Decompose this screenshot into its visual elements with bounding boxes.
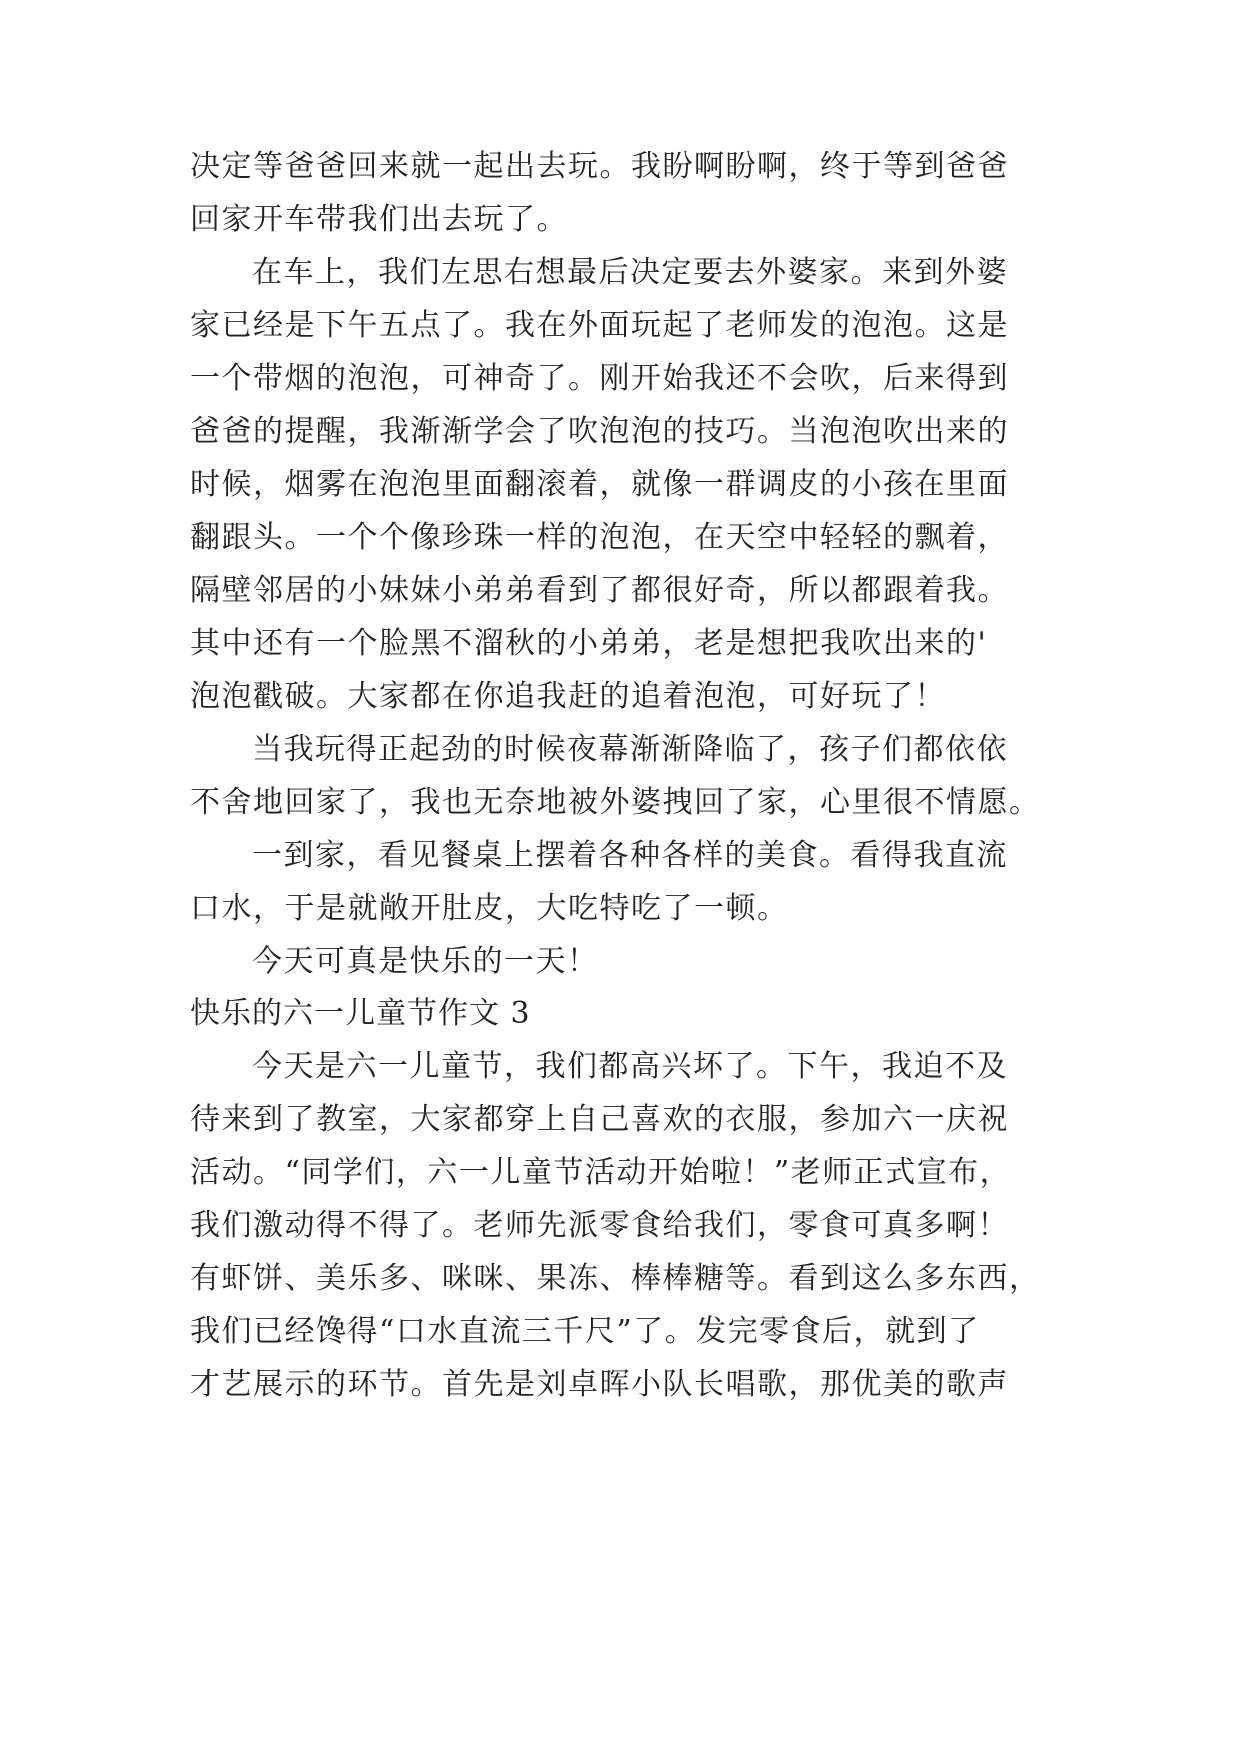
paragraph-5-line-1: 今天可真是快乐的一天！ bbox=[252, 944, 599, 979]
paragraph-2-line-4: 爸爸的提醒，我渐渐学会了吹泡泡的技巧。当泡泡吹出来的 bbox=[190, 414, 1009, 449]
paragraph-3-line-2: 不舍地回家了，我也无奈地被外婆拽回了家，心里很不情愿。 bbox=[190, 785, 1041, 820]
paragraph-1-line-1: 决定等爸爸回来就一起出去玩。我盼啊盼啊，终于等到爸爸 bbox=[190, 149, 1009, 184]
paragraph-2-line-6: 翻跟头。一个个像珍珠一样的泡泡，在天空中轻轻的飘着， bbox=[190, 520, 1009, 555]
paragraph-6-line-5: 有虾饼、美乐多、咪咪、果冻、棒棒糖等。看到这么多东西， bbox=[190, 1261, 1041, 1296]
paragraph-6-line-2: 待来到了教室，大家都穿上自己喜欢的衣服，参加六一庆祝 bbox=[190, 1102, 1009, 1137]
paragraph-2-line-2: 家已经是下午五点了。我在外面玩起了老师发的泡泡。这是 bbox=[190, 308, 1009, 343]
paragraph-2-line-5: 时候，烟雾在泡泡里面翻滚着，就像一群调皮的小孩在里面 bbox=[190, 467, 1009, 502]
paragraph-2-line-3: 一个带烟的泡泡，可神奇了。刚开始我还不会吹，后来得到 bbox=[190, 361, 1009, 396]
paragraph-6-line-4: 我们激动得不得了。老师先派零食给我们，零食可真多啊！ bbox=[190, 1208, 1009, 1243]
paragraph-2-line-1: 在车上，我们左思右想最后决定要去外婆家。来到外婆 bbox=[252, 255, 1008, 290]
paragraph-6-line-7: 才艺展示的环节。首先是刘卓晖小队长唱歌，那优美的歌声 bbox=[190, 1367, 1009, 1402]
paragraph-6-line-6: 我们已经馋得“口水直流三千尺”了。发完零食后，就到了 bbox=[190, 1314, 980, 1349]
paragraph-4-line-2: 口水，于是就敞开肚皮，大吃特吃了一顿。 bbox=[190, 891, 789, 926]
paragraph-4-line-1: 一到家，看见餐桌上摆着各种各样的美食。看得我直流 bbox=[252, 838, 1008, 873]
paragraph-1-line-2: 回家开车带我们出去玩了。 bbox=[190, 202, 568, 237]
paragraph-6-line-3: 活动。“同学们，六一儿童节活动开始啦！”老师正式宣布， bbox=[190, 1155, 1012, 1190]
paragraph-6-line-1: 今天是六一儿童节，我们都高兴坏了。下午，我迫不及 bbox=[252, 1049, 1008, 1084]
section-heading: 快乐的六一儿童节作文 3 bbox=[190, 996, 531, 1031]
paragraph-3-line-1: 当我玩得正起劲的时候夜幕渐渐降临了，孩子们都依依 bbox=[252, 732, 1008, 767]
paragraph-2-line-8: 其中还有一个脸黑不溜秋的小弟弟，老是想把我吹出来的' bbox=[190, 626, 988, 661]
paragraph-2-line-9: 泡泡戳破。大家都在你追我赶的追着泡泡，可好玩了！ bbox=[190, 679, 946, 714]
paragraph-2-line-7: 隔壁邻居的小妹妹小弟弟看到了都很好奇，所以都跟着我。 bbox=[190, 573, 1009, 608]
